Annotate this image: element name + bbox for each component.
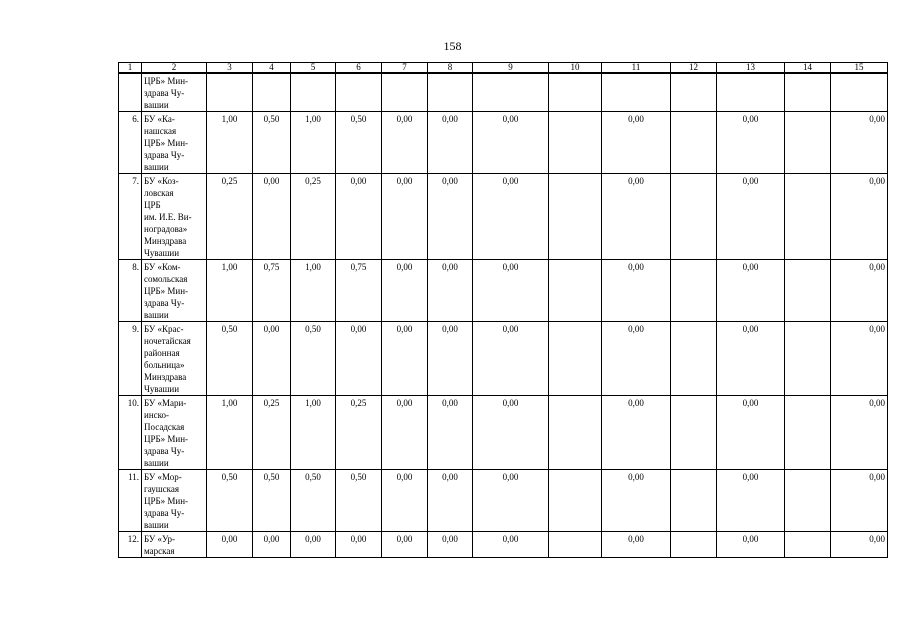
value-cell-col-5: 1,00: [291, 112, 336, 174]
value-cell-col-7: [382, 73, 428, 112]
value-cell-col-4: 0,00: [253, 532, 291, 558]
value-cell-col-4: 0,50: [253, 470, 291, 532]
value-cell-col-3: 0,50: [207, 322, 253, 396]
value-cell-col-6: 0,50: [336, 112, 382, 174]
value-cell-col-9: 0,00: [473, 174, 549, 260]
column-number-header-row: [119, 63, 888, 74]
value-cell-col-11: 0,00: [602, 396, 671, 470]
value-cell-col-8: 0,00: [428, 174, 473, 260]
column-header: 5: [291, 63, 336, 74]
row-number-cell: 10.: [119, 396, 142, 470]
value-cell-col-3: 1,00: [207, 112, 253, 174]
value-cell-col-14: [785, 112, 831, 174]
value-cell-col-12: [671, 396, 717, 470]
value-cell-col-10: [549, 73, 602, 112]
value-cell-col-13: 0,00: [717, 396, 785, 470]
column-header: 10: [549, 63, 602, 74]
value-cell-col-8: [428, 73, 473, 112]
value-cell-col-12: [671, 73, 717, 112]
value-cell-col-13: 0,00: [717, 260, 785, 322]
value-cell-col-13: 0,00: [717, 174, 785, 260]
value-cell-col-5: 1,00: [291, 396, 336, 470]
value-cell-col-10: [549, 174, 602, 260]
value-cell-col-10: [549, 260, 602, 322]
value-cell-col-15: 0,00: [831, 174, 888, 260]
value-cell-col-13: 0,00: [717, 112, 785, 174]
value-cell-col-6: 0,25: [336, 396, 382, 470]
value-cell-col-10: [549, 112, 602, 174]
value-cell-col-5: 0,50: [291, 322, 336, 396]
value-cell-col-13: [717, 73, 785, 112]
value-cell-col-4: 0,25: [253, 396, 291, 470]
value-cell-col-15: [831, 73, 888, 112]
value-cell-col-5: 0,50: [291, 470, 336, 532]
column-header: 2: [142, 63, 207, 74]
value-cell-col-4: 0,00: [253, 174, 291, 260]
value-cell-col-13: 0,00: [717, 532, 785, 558]
value-cell-col-9: 0,00: [473, 470, 549, 532]
value-cell-col-3: [207, 73, 253, 112]
value-cell-col-12: [671, 260, 717, 322]
value-cell-col-15: 0,00: [831, 322, 888, 396]
table-row: [119, 322, 888, 396]
column-header: 9: [473, 63, 549, 74]
value-cell-col-9: 0,00: [473, 260, 549, 322]
value-cell-col-4: 0,75: [253, 260, 291, 322]
value-cell-col-14: [785, 532, 831, 558]
value-cell-col-11: [602, 73, 671, 112]
table-row: [119, 532, 888, 558]
value-cell-col-14: [785, 396, 831, 470]
value-cell-col-4: 0,50: [253, 112, 291, 174]
value-cell-col-15: 0,00: [831, 470, 888, 532]
column-header: 14: [785, 63, 831, 74]
value-cell-col-11: 0,00: [602, 470, 671, 532]
value-cell-col-3: 0,00: [207, 532, 253, 558]
value-cell-col-6: 0,00: [336, 532, 382, 558]
value-cell-col-14: [785, 73, 831, 112]
value-cell-col-5: 0,00: [291, 532, 336, 558]
value-cell-col-3: 0,25: [207, 174, 253, 260]
value-cell-col-7: 0,00: [382, 396, 428, 470]
value-cell-col-8: 0,00: [428, 470, 473, 532]
value-cell-col-7: 0,00: [382, 174, 428, 260]
value-cell-col-6: 0,00: [336, 322, 382, 396]
value-cell-col-7: 0,00: [382, 112, 428, 174]
column-header: 15: [831, 63, 888, 74]
value-cell-col-7: 0,00: [382, 470, 428, 532]
value-cell-col-15: 0,00: [831, 396, 888, 470]
value-cell-col-10: [549, 322, 602, 396]
value-cell-col-12: [671, 112, 717, 174]
value-cell-col-5: 1,00: [291, 260, 336, 322]
value-cell-col-6: 0,00: [336, 174, 382, 260]
value-cell-col-12: [671, 322, 717, 396]
value-cell-col-10: [549, 532, 602, 558]
value-cell-col-8: 0,00: [428, 112, 473, 174]
institution-name-cell: БУ «Ур- марская: [142, 532, 207, 558]
table-row: [119, 260, 888, 322]
value-cell-col-12: [671, 532, 717, 558]
table-row: [119, 396, 888, 470]
value-cell-col-11: 0,00: [602, 322, 671, 396]
value-cell-col-14: [785, 260, 831, 322]
institution-name-cell: БУ «Ком- сомольская ЦРБ» Мин- здрава Чу- вашии: [142, 260, 207, 322]
value-cell-col-12: [671, 470, 717, 532]
value-cell-col-3: 1,00: [207, 260, 253, 322]
value-cell-col-11: 0,00: [602, 260, 671, 322]
column-header: 11: [602, 63, 671, 74]
row-number-cell: 7.: [119, 174, 142, 260]
value-cell-col-15: 0,00: [831, 112, 888, 174]
value-cell-col-8: 0,00: [428, 532, 473, 558]
value-cell-col-4: 0,00: [253, 322, 291, 396]
value-cell-col-5: 0,25: [291, 174, 336, 260]
column-header: 4: [253, 63, 291, 74]
value-cell-col-7: 0,00: [382, 532, 428, 558]
value-cell-col-9: 0,00: [473, 396, 549, 470]
institution-name-cell: БУ «Ка- нашская ЦРБ» Мин- здрава Чу- вашии: [142, 112, 207, 174]
value-cell-col-10: [549, 470, 602, 532]
value-cell-col-11: 0,00: [602, 112, 671, 174]
institution-name-cell: БУ «Крас- ночетайская районная больница» Минздрава Чувашии: [142, 322, 207, 396]
row-number-cell: 12.: [119, 532, 142, 558]
column-header: 1: [119, 63, 142, 74]
value-cell-col-9: [473, 73, 549, 112]
column-header: 6: [336, 63, 382, 74]
value-cell-col-8: 0,00: [428, 322, 473, 396]
row-number-cell: 11.: [119, 470, 142, 532]
institution-name-cell: ЦРБ» Мин- здрава Чу- вашии: [142, 73, 207, 112]
column-header: 7: [382, 63, 428, 74]
row-number-cell: 8.: [119, 260, 142, 322]
value-cell-col-6: 0,50: [336, 470, 382, 532]
value-cell-col-15: 0,00: [831, 532, 888, 558]
column-header: 3: [207, 63, 253, 74]
row-number-cell: 6.: [119, 112, 142, 174]
value-cell-col-11: 0,00: [602, 532, 671, 558]
column-header: 8: [428, 63, 473, 74]
value-cell-col-3: 0,50: [207, 470, 253, 532]
table-row: [119, 73, 888, 112]
institution-name-cell: БУ «Мари- инско- Посадская ЦРБ» Мин- здрава Чу- вашии: [142, 396, 207, 470]
value-cell-col-7: 0,00: [382, 322, 428, 396]
value-cell-col-10: [549, 396, 602, 470]
value-cell-col-9: 0,00: [473, 322, 549, 396]
value-cell-col-14: [785, 322, 831, 396]
row-number-cell: [119, 73, 142, 112]
institution-name-cell: БУ «Коз- ловская ЦРБ им. И.Е. Ви- ноградова» Минздрава Чувашии: [142, 174, 207, 260]
value-cell-col-12: [671, 174, 717, 260]
table-row: [119, 174, 888, 260]
institution-name-cell: БУ «Мор- гаушская ЦРБ» Мин- здрава Чу- вашии: [142, 470, 207, 532]
table-row: [119, 112, 888, 174]
value-cell-col-11: 0,00: [602, 174, 671, 260]
value-cell-col-7: 0,00: [382, 260, 428, 322]
value-cell-col-6: 0,75: [336, 260, 382, 322]
value-cell-col-13: 0,00: [717, 322, 785, 396]
value-cell-col-8: 0,00: [428, 396, 473, 470]
value-cell-col-15: 0,00: [831, 260, 888, 322]
table-row: [119, 470, 888, 532]
page-number: 158: [443, 39, 462, 53]
value-cell-col-4: [253, 73, 291, 112]
value-cell-col-3: 1,00: [207, 396, 253, 470]
value-cell-col-14: [785, 470, 831, 532]
value-cell-col-8: 0,00: [428, 260, 473, 322]
value-cell-col-5: [291, 73, 336, 112]
data-table: [118, 62, 888, 558]
column-header: 13: [717, 63, 785, 74]
value-cell-col-9: 0,00: [473, 532, 549, 558]
value-cell-col-14: [785, 174, 831, 260]
value-cell-col-9: 0,00: [473, 112, 549, 174]
row-number-cell: 9.: [119, 322, 142, 396]
value-cell-col-13: 0,00: [717, 470, 785, 532]
value-cell-col-6: [336, 73, 382, 112]
column-header: 12: [671, 63, 717, 74]
